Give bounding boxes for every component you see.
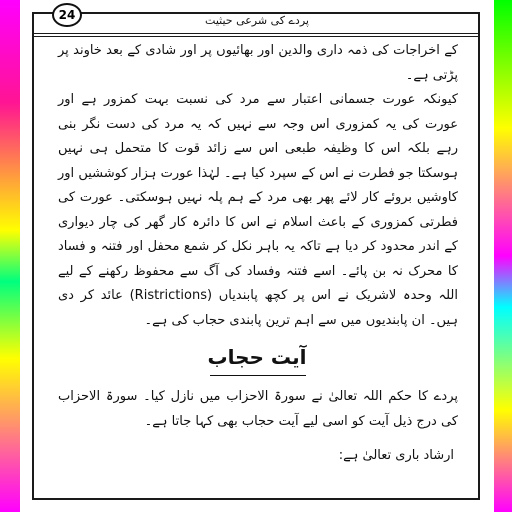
left-color-strip <box>0 0 20 512</box>
right-color-strip <box>494 0 512 512</box>
section-heading: آیت حجاب <box>207 345 307 369</box>
header-rule-top <box>32 33 480 34</box>
book-page <box>20 0 494 512</box>
page-number: 24 <box>52 3 82 27</box>
header-rule-bottom <box>32 36 480 37</box>
paragraph-main: کیونکہ عورت جسمانی اعتبار سے مرد کی نسبت بہت کمزور ہے اور عورت کی یہ کمزوری اس وجہ سے نہیں کہ یہ مرد کی دست نگر بنی رہے بلکہ اس کا وظیفہ طبعی اس سے زائد قوت کا متحمل ہی نہیں ہوسکتا جو فطرت نے اس کے سپرد کیا ہے۔ لہٰذا عورت ہزار کوششیں اور کاوشیں بروئے کار لائے پھر بھی مرد کے ہم پلہ نہیں ہوسکتی۔ عورت کی فطرتی کمزوری کے باعث اسلام نے اس کا دائرہ کار گھر کی چار دیواری کے اندر محدود کر دیا ہے تاکہ یہ باہر نکل کر شمع محفل اور فتنہ و فساد کا محرک نہ بن پائے۔ اسے فتنہ وفساد کی آگ سے محفوظ رکھنے کے لیے اللہ وحدہ لاشریک نے اس پر کچھ پابندیاں (Ristrictions) عائد کر دی ہیں۔ ان پابندیوں میں سے اہم ترین پابندی حجاب کی ہے۔ <box>58 92 458 328</box>
closing-line: ارشاد باری تعالیٰ ہے: <box>338 448 454 463</box>
running-header: پردے کی شرعی حیثیت <box>205 14 309 27</box>
paragraph-intro: کے اخراجات کی ذمہ داری والدین اور بھائیوں پر اور شادی کے بعد خاوند پر پڑتی ہے۔ <box>58 43 458 83</box>
heading-underline <box>210 375 306 376</box>
section-paragraph: پردے کا حکم اللہ تعالیٰ نے سورۃ الاحزاب میں نازل کیا۔ سورۃ الاحزاب کی درج ذیل آیت کو اسی لیے آیت حجاب بھی کہا جاتا ہے۔ <box>58 389 458 429</box>
